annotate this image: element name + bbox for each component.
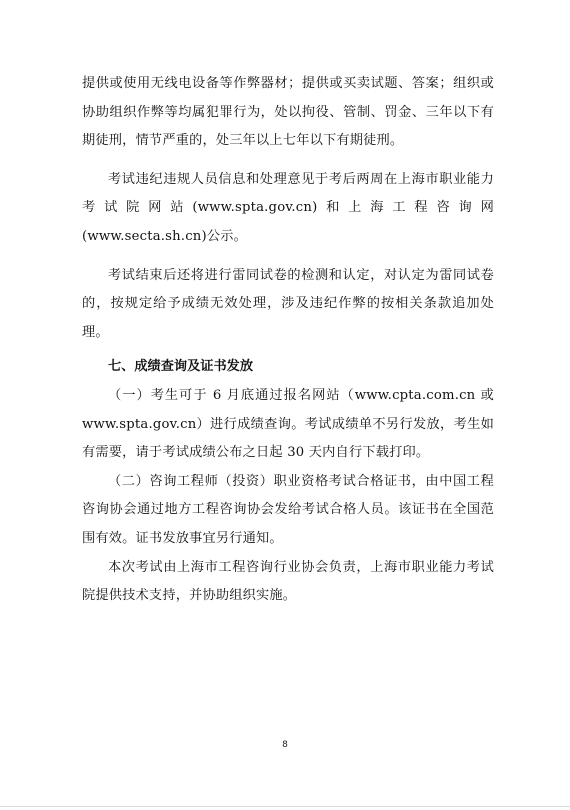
paragraph-duplicate-papers: 考试结束后还将进行雷同试卷的检测和认定，对认定为雷同试卷的，按规定给予成绩无效处理，涉及违纪作弊的按相关条款追加处理。 [82,267,494,340]
paragraph-penalties: 提供或使用无线电设备等作弊器材；提供或买卖试题、答案；组织或协助组织作弊等均属犯罪行为，处以拘役、管制、罚金、三年以下有期徒刑，情节严重的，处三年以上七年以下有期徒刑。 [82,76,494,149]
paragraph-violation-notice: 考试违纪违规人员信息和处理意见于考后两周在上海市职业能力考试院网站(www.spta.gov.cn)和上海工程咨询网(www.secta.sh.cn)公示。 [82,171,494,244]
paragraph-organizer: 本次考试由上海市工程咨询行业协会负责，上海市职业能力考试院提供技术支持，并协助组织实施。 [82,559,494,604]
paragraph-certificate-issuance: （二）咨询工程师（投资）职业资格考试合格证书，由中国工程咨询协会通过地方工程咨询协会发给考试合格人员。该证书在全国范围有效。证书发放事宜另行通知。 [82,473,494,546]
page-bottom-divider [0,806,570,807]
document-body [82,70,494,611]
page-number: 8 [282,740,288,750]
section-heading-results-certificates: 七、成绩查询及证书发放 [108,359,254,375]
paragraph-score-query: （一）考生可于 6 月底通过报名网站（www.cpta.com.cn 或 www.spta.gov.cn）进行成绩查询。考试成绩单不另行发放，考生如有需要，请于考试成绩公布之日起 30 天内自行下载打印。 [82,387,494,461]
